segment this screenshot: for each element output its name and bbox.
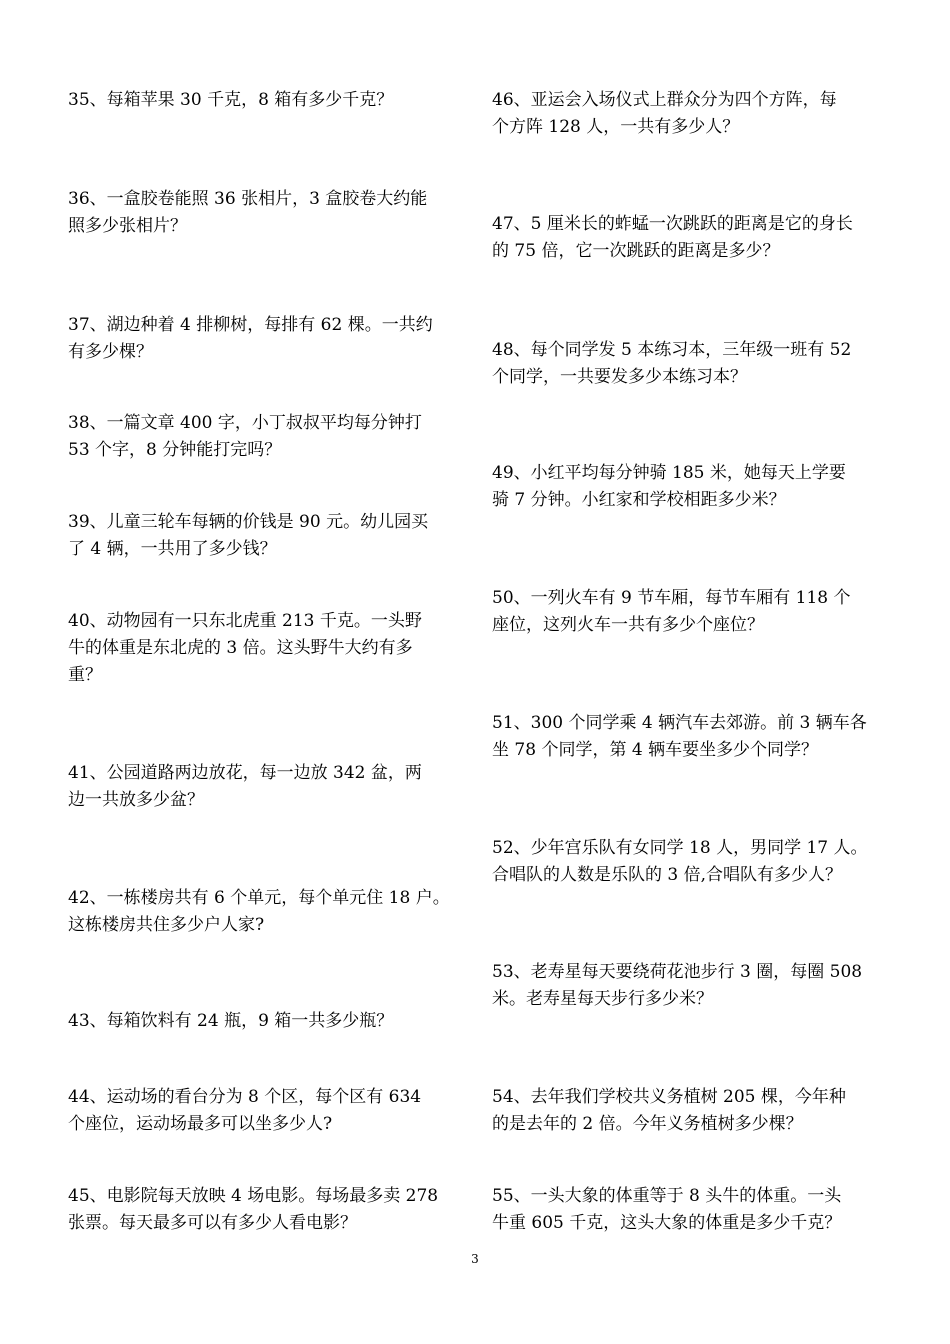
question-39: 39、儿童三轮车每辆的价钱是 90 元。幼儿园买 了 4 辆，一共用了多少钱？	[68, 512, 429, 559]
question-47: 47、5 厘米长的蚱蜢一次跳跃的距离是它的身长 的 75 倍，它一次跳跃的距离是多少？	[492, 214, 853, 261]
question-42: 42、一栋楼房共有 6 个单元，每个单元住 18 户。 这栋楼房共住多少户人家?	[68, 888, 450, 935]
question-48: 48、每个同学发 5 本练习本，三年级一班有 52 个同学，一共要发多少本练习本？	[492, 340, 852, 387]
question-50: 50、一列火车有 9 节车厢，每节车厢有 118 个 座位，这列火车一共有多少个座位？	[492, 588, 851, 635]
question-54: 54、去年我们学校共义务植树 205 棵，今年种 的是去年的 2 倍。今年义务植树多少棵？	[492, 1087, 846, 1134]
question-36: 36、一盒胶卷能照 36 张相片，3 盒胶卷大约能 照多少张相片？	[68, 189, 428, 236]
question-37: 37、湖边种着 4 排柳树，每排有 62 棵。一共约 有多少棵？	[68, 315, 433, 362]
question-43: 43、每箱饮料有 24 瓶，9 箱一共多少瓶？	[68, 1011, 394, 1031]
question-45: 45、电影院每天放映 4 场电影。每场最多卖 278 张票。每天最多可以有多少人看电影？	[68, 1186, 439, 1233]
question-55: 55、一头大象的体重等于 8 头牛的体重。一头 牛重 605 千克，这头大象的体重是多少千克？	[492, 1186, 842, 1233]
question-40: 40、动物园有一只东北虎重 213 千克。一头野 牛的体重是东北虎的 3 倍。这头野牛大约有多 重？	[68, 611, 422, 685]
question-35: 35、每箱苹果 30 千克，8 箱有多少千克？	[68, 90, 394, 110]
question-44: 44、运动场的看台分为 8 个区，每个区有 634 个座位，运动场最多可以坐多少人?	[68, 1087, 422, 1134]
question-51: 51、300 个同学乘 4 辆汽车去郊游。前 3 辆车各 坐 78 个同学，第 4 辆车要坐多少个同学？	[492, 713, 867, 760]
question-41: 41、公园道路两边放花，每一边放 342 盆，两 边一共放多少盆？	[68, 763, 422, 810]
question-38: 38、一篇文章 400 字，小丁叔叔平均每分钟打 53 个字，8 分钟能打完吗？	[68, 413, 422, 460]
question-46: 46、亚运会入场仪式上群众分为四个方阵，每 个方阵 128 人，一共有多少人？	[492, 90, 837, 137]
question-49: 49、小红平均每分钟骑 185 米，她每天上学要 骑 7 分钟。小红家和学校相距多少米？	[492, 463, 846, 510]
question-52: 52、少年宫乐队有女同学 18 人，男同学 17 人。 合唱队的人数是乐队的 3 倍,合唱队有多少人？	[492, 838, 868, 885]
question-53: 53、老寿星每天要绕荷花池步行 3 圈，每圈 508 米。老寿星每天步行多少米？	[492, 962, 863, 1009]
page-number: 3	[471, 1252, 479, 1266]
